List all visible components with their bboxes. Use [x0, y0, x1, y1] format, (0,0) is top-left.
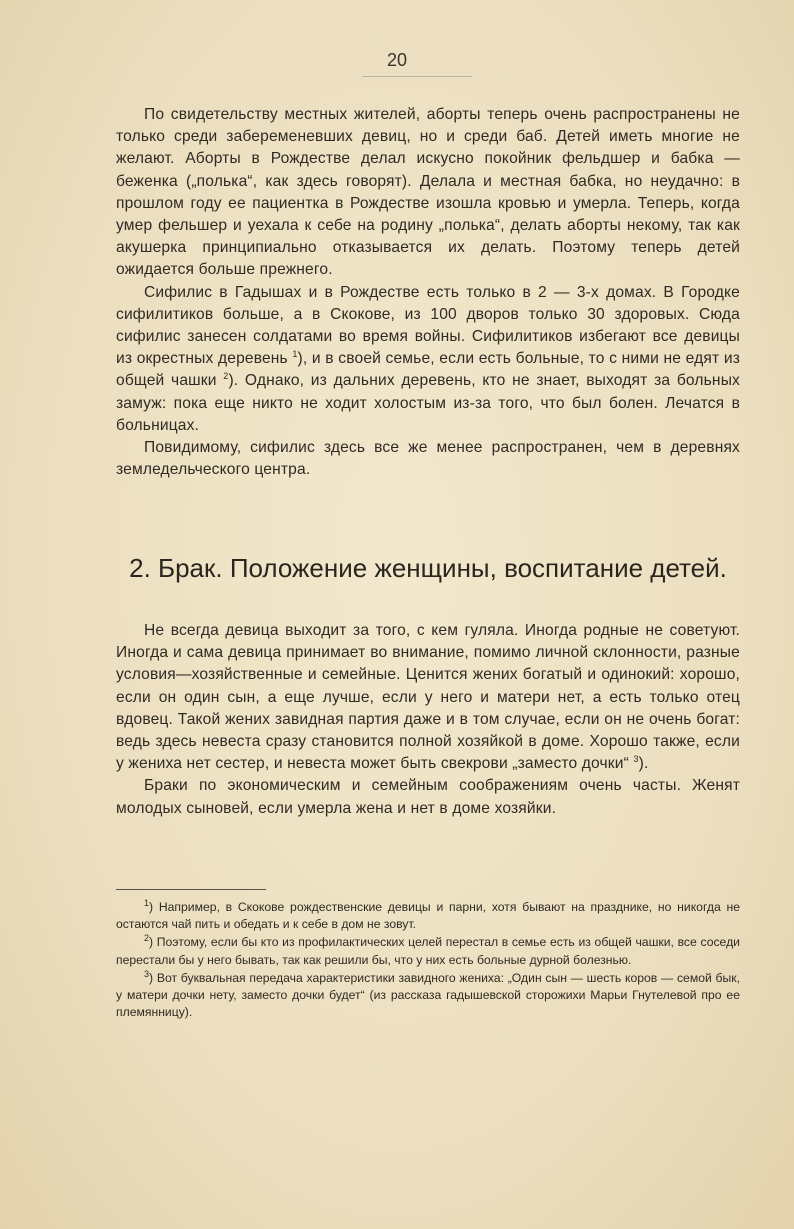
footnote-ref: 2 — [223, 371, 229, 382]
footnote-mark: 3 — [144, 968, 150, 979]
text-run: Повидимому, сифилис здесь все же менее распространен, чем в деревнях земледельческого центра. — [116, 439, 740, 479]
paragraph — [116, 775, 740, 819]
text-run: По свидетельству местных жителей, аборты теперь очень распространены не только среди забеременевших девиц, но и среди баб. Детей иметь многие не желают. Аборты в Рождестве делал искусно покойник фельдшер и бабка — беженка („полька“, как здесь говорят). Делала и местная бабка, но неудачно: в прошлом году ее пациентка в Рождестве изошла кровью и умерла. Теперь, когда умер фельшер и уехала к себе на родину „полька“, делать аборты некому, так как акушерка принципиально отказывается их делать. Поэтому теперь детей ожидается больше прежнего. — [116, 106, 740, 279]
text-run: Сифилис в Гадышах и в Рождестве есть только в 2 — 3-х домах. В Городке сифилитиков больше, а в Скокове, из 100 дворов только 30 здоровых. Сюда сифилис занесен солдатами во время войны. Сифилитиков избегают все девицы из окрестных деревень — [116, 283, 740, 368]
footnote-ref: 1 — [292, 349, 298, 360]
footnote-separator — [116, 889, 266, 890]
text-run: Не всегда девица выходит за того, с кем гуляла. Иногда родные не советуют. Иногда и сама девица принимает во внимание, помимо личной склонности, разные условия—хозяйственные и семейные. Ценится жених богатый и одинокий: хорошо, если он один сын, а еще лучше, если у него и матери нет, а есть только отец вдовец. Такой жених завидная партия даже и в том случае, если он не очень богат: ведь здесь невеста сразу становится полной хозяйкой в доме. Хорошо также, если у жениха нет сестер, и невеста может быть свекрови „заместо дочки“ — [116, 622, 740, 773]
footnote — [116, 899, 740, 933]
text-run: Браки по экономическим и семейным соображениям очень часты. Женят молодых сыновей, если умерла жена и нет в доме хозяйки. — [116, 777, 740, 817]
footnote-text: ) Например, в Скокове рождественские девицы и парни, хотя бывают на празднике, но никогда не остаются чай пить и обедать и к себе в дом не зовут. — [116, 900, 740, 932]
footnote-ref: 3 — [633, 754, 639, 765]
page-number: 20 — [386, 50, 408, 70]
footnote-mark: 2 — [144, 933, 150, 944]
paragraph — [116, 104, 740, 282]
paragraph — [116, 620, 740, 775]
footnotes — [116, 899, 740, 1022]
footnote-mark: 1 — [144, 897, 150, 908]
paragraph — [116, 282, 740, 437]
page-number-rule — [362, 76, 472, 77]
footnote-text: ) Поэтому, если бы кто из профилактических целей перестал в семье есть из общей чашки, все соседи перестали бы у него бывать, так как решили бы, что у них есть больные дурной болезнью. — [116, 935, 740, 967]
section2-text — [116, 620, 740, 820]
text-run: ), и в своей семье, если есть больные, то с ними не едят из общей чашки — [116, 350, 740, 390]
section1-text — [116, 104, 740, 481]
section-heading: 2. Брак. Положение женщины, воспитание детей. — [129, 553, 727, 583]
text-run: ). Однако, из дальних деревень, кто не знает, выходят за больных замуж: пока еще никто не ходит холостым из-за того, что был болен. Лечатся в больницах. — [116, 372, 741, 434]
text-run: ). — [638, 755, 649, 773]
footnote-text: ) Вот буквальная передача характеристики завидного жениха: „Один сын — шесть коров — семой бык, у матери дочки нету, заместо дочки будет“ (из рассказа гадышевской сторожихи Марьи Гнутелевой про ее племянницу). — [116, 970, 740, 1020]
paragraph — [116, 437, 740, 481]
footnote — [116, 934, 740, 968]
footnote — [116, 970, 740, 1022]
